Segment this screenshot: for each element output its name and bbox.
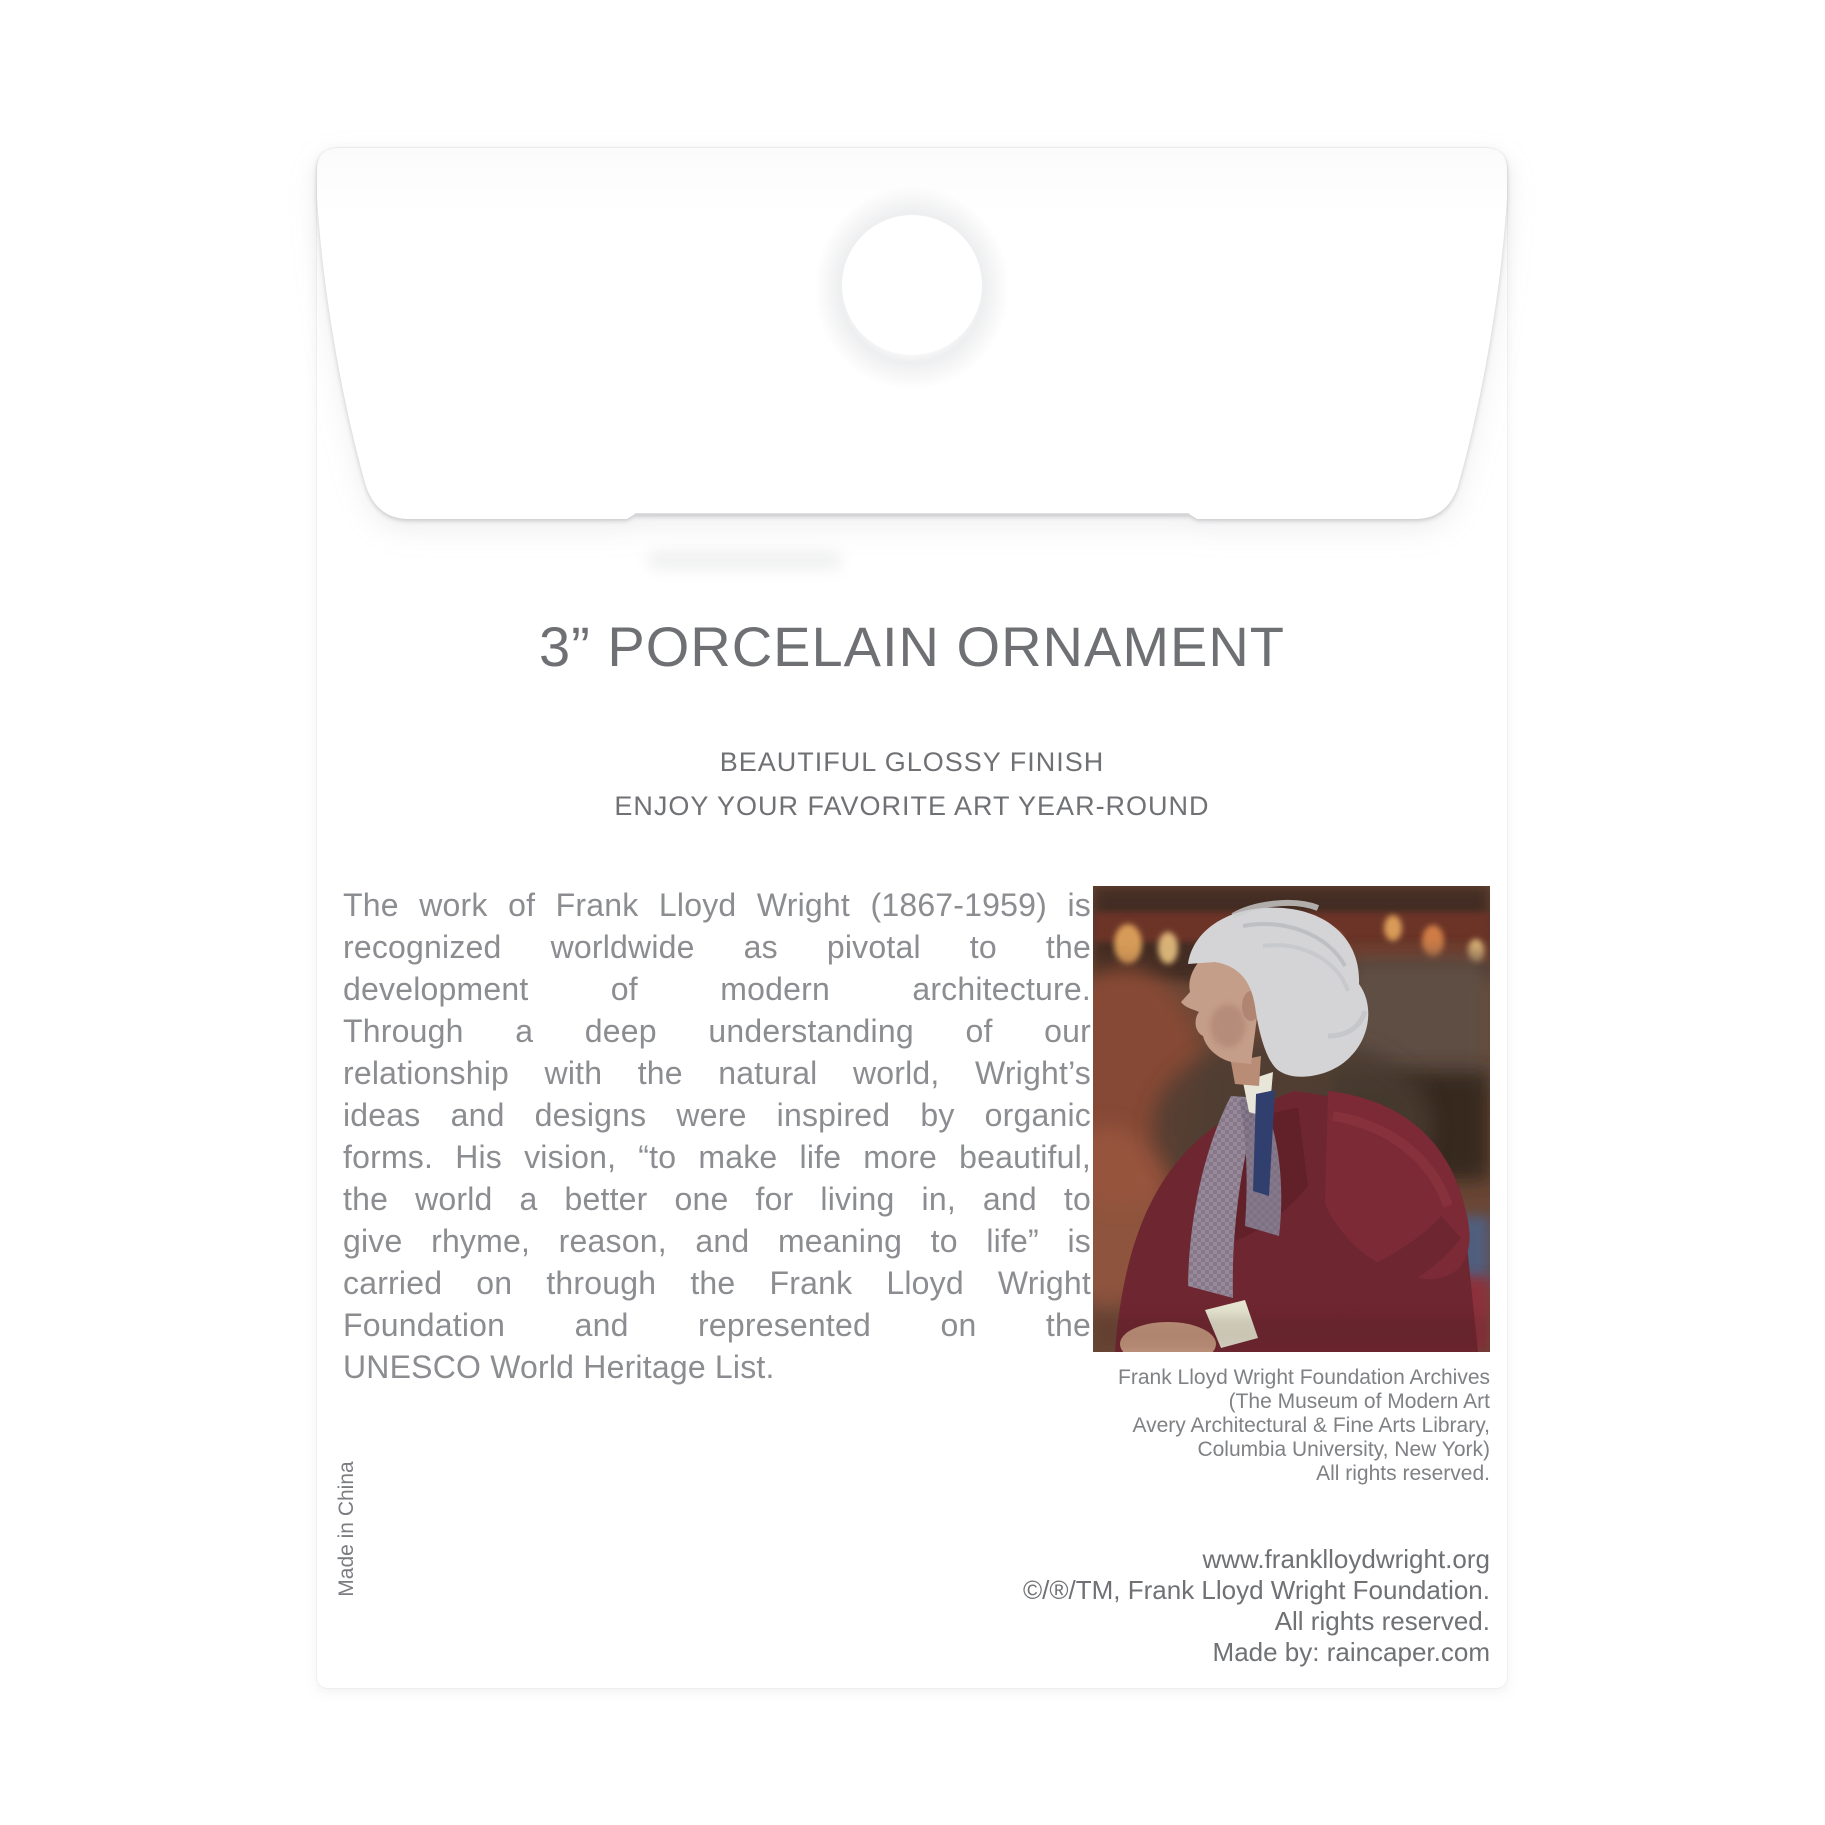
body-paragraph [343,884,1091,1388]
made-in-china-label: Made in China [335,1461,358,1597]
show-through-smudge [647,550,842,570]
footer-line: www.franklloydwright.org [1202,1544,1490,1574]
envelope [317,148,1507,1688]
body-line: Foundation and represented on the [343,1307,1091,1343]
envelope-flap [317,148,1507,568]
hang-hole-cutout [842,215,982,355]
photo-illustration [1093,886,1490,1352]
subtitle-line: ENJOY YOUR FAVORITE ART YEAR-ROUND [614,791,1210,821]
body-line: ideas and designs were inspired by organic [343,1097,1091,1133]
footer-line: ©/®/TM, Frank Lloyd Wright Foundation. [1022,1575,1490,1605]
body-line: UNESCO World Heritage List. [343,1349,775,1385]
footer-line: All rights reserved. [1274,1606,1490,1636]
footer-line: Made by: raincaper.com [1212,1637,1490,1667]
caption-line: Columbia University, New York) [1197,1438,1490,1461]
body-line: relationship with the natural world, Wright’s [343,1055,1091,1091]
body-line: recognized worldwide as pivotal to the [343,929,1091,965]
caption-line: Frank Lloyd Wright Foundation Archives [1118,1366,1490,1389]
body-line: carried on through the Frank Lloyd Wright [343,1265,1091,1301]
body-line: give rhyme, reason, and meaning to life” is [343,1223,1091,1259]
subtitle-line: BEAUTIFUL GLOSSY FINISH [719,747,1105,777]
body-line: Through a deep understanding of our [343,1013,1091,1049]
body-line: forms. His vision, “to make life more beautiful, [343,1139,1091,1175]
product-subtitle [317,740,1507,828]
caption-line: Avery Architectural & Fine Arts Library, [1132,1414,1490,1437]
caption-line: (The Museum of Modern Art [1228,1390,1490,1413]
caption-line: All rights reserved. [1316,1462,1490,1485]
product-title: 3” PORCELAIN ORNAMENT [539,615,1285,678]
body-line: The work of Frank Lloyd Wright (1867-1959) is [343,887,1091,923]
body-line: development of modern architecture. [343,971,1091,1007]
frank-lloyd-wright-photo [1093,886,1490,1352]
body-line: the world a better one for living in, and to [343,1181,1091,1217]
footer-credits [930,1544,1490,1668]
photo-caption [970,1366,1490,1486]
